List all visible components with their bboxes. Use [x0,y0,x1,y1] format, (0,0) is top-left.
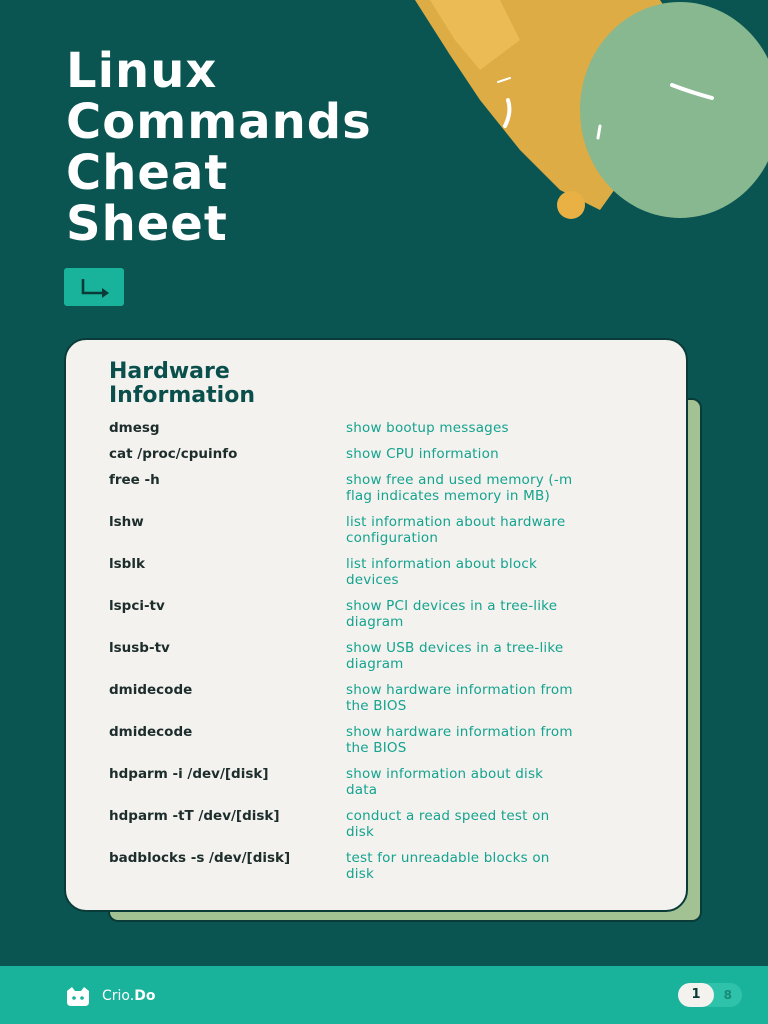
command-name: lspci-tv [109,598,165,614]
command-name: hdparm -tT /dev/[disk] [109,808,280,824]
command-description [346,514,669,556]
command-description [346,850,669,892]
description-line: list information about hardware [346,514,566,530]
command-name: hdparm -i /dev/[disk] [109,766,269,782]
description-line: disk [346,824,374,840]
description-line: list information about block [346,556,537,572]
page-title [66,43,372,252]
command-row [109,514,669,556]
brand-name: Crio. [102,988,135,1004]
command-description [346,682,669,724]
arrow-down-right-icon [64,268,124,306]
command-row [109,420,669,446]
description-line: devices [346,572,399,588]
page-current: 1 [678,983,714,1007]
command-name: lsblk [109,556,145,572]
command-row [109,850,669,892]
description-line: the BIOS [346,698,407,714]
description-line: diagram [346,656,404,672]
description-line: configuration [346,530,439,546]
command-row [109,446,669,472]
title-line: Sheet [66,196,228,252]
page-total: 8 [698,983,742,1007]
title-line: Cheat [66,145,229,201]
arrow-badge [64,268,124,306]
command-description [346,808,669,850]
description-line: show bootup messages [346,420,509,436]
description-line: test for unreadable blocks on [346,850,550,866]
command-description [346,446,669,472]
command-name: dmidecode [109,682,193,698]
description-line: disk [346,866,374,882]
command-name: dmidecode [109,724,193,740]
description-line: show information about disk [346,766,544,782]
command-name: lsusb-tv [109,640,170,656]
description-line: show PCI devices in a tree-like [346,598,558,614]
command-row [109,724,669,766]
command-row [109,598,669,640]
command-description [346,766,669,808]
section-title-line: Hardware [109,359,230,384]
crio-logo-icon [64,985,92,1007]
command-description [346,598,669,640]
command-row [109,556,669,598]
command-description [346,724,669,766]
command-row [109,808,669,850]
brand [64,985,155,1007]
command-description [346,640,669,682]
description-line: flag indicates memory in MB) [346,488,550,504]
command-name: badblocks -s /dev/[disk] [109,850,291,866]
description-line: show USB devices in a tree-like [346,640,564,656]
hardware-info-card [64,338,688,912]
footer [0,966,768,1024]
command-name: free -h [109,472,160,488]
title-line: Commands [66,94,372,150]
page-indicator [678,983,742,1007]
section-title [109,360,255,408]
description-line: show hardware information from [346,682,573,698]
command-row [109,640,669,682]
description-line: show CPU information [346,446,499,462]
description-line: data [346,782,378,798]
command-row [109,682,669,724]
description-line: show hardware information from [346,724,573,740]
description-line: conduct a read speed test on [346,808,550,824]
command-description [346,556,669,598]
title-line: Linux [66,43,218,99]
section-title-line: Information [109,383,255,408]
description-line: diagram [346,614,404,630]
command-name: lshw [109,514,144,530]
command-description [346,420,669,446]
brand-suffix: Do [134,988,156,1004]
command-list [109,420,669,892]
description-line: the BIOS [346,740,407,756]
command-name: dmesg [109,420,160,436]
command-row [109,766,669,808]
command-row [109,472,669,514]
command-description [346,472,669,514]
description-line: show free and used memory (-m [346,472,573,488]
command-name: cat /proc/cpuinfo [109,446,238,462]
